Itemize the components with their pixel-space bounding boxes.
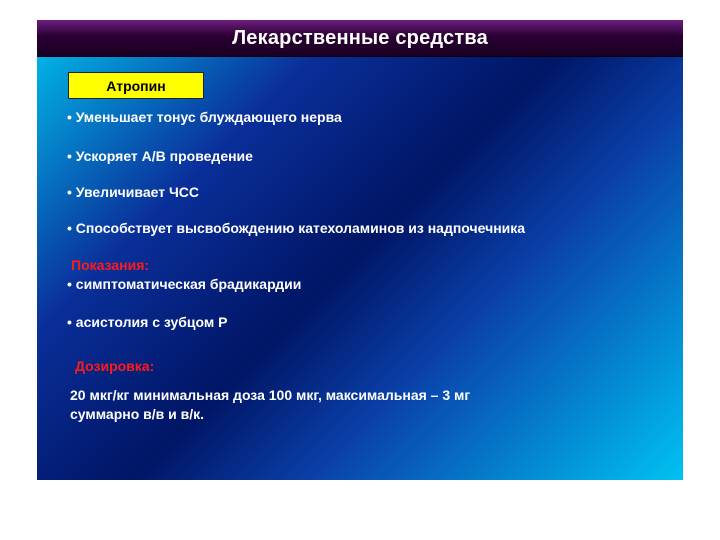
slide — [37, 20, 683, 480]
indications-heading: Показания: — [71, 257, 150, 273]
slide-title: Лекарственные средства — [232, 26, 488, 49]
effect-item: • Уменьшает тонус блуждающего нерва — [67, 109, 342, 125]
effect-item: • Ускоряет А/В проведение — [67, 148, 253, 164]
effect-item: • Увеличивает ЧСС — [67, 184, 200, 200]
indication-item: • асистолия с зубцом Р — [67, 314, 228, 330]
drug-label: Атропин — [106, 77, 166, 94]
indication-item: • симптоматическая брадикардии — [67, 276, 302, 292]
effect-item: • Способствует высвобождению катехоламинов из надпочечника — [67, 220, 526, 236]
dosage-heading: Дозировка: — [75, 358, 155, 374]
title-bar — [37, 20, 683, 57]
drug-label-box — [68, 72, 204, 99]
dosage-line: 20 мкг/кг минимальная доза 100 мкг, максимальная – 3 мг — [70, 387, 471, 403]
dosage-text — [70, 386, 630, 424]
dosage-line: суммарно в/в и в/к. — [70, 406, 205, 422]
